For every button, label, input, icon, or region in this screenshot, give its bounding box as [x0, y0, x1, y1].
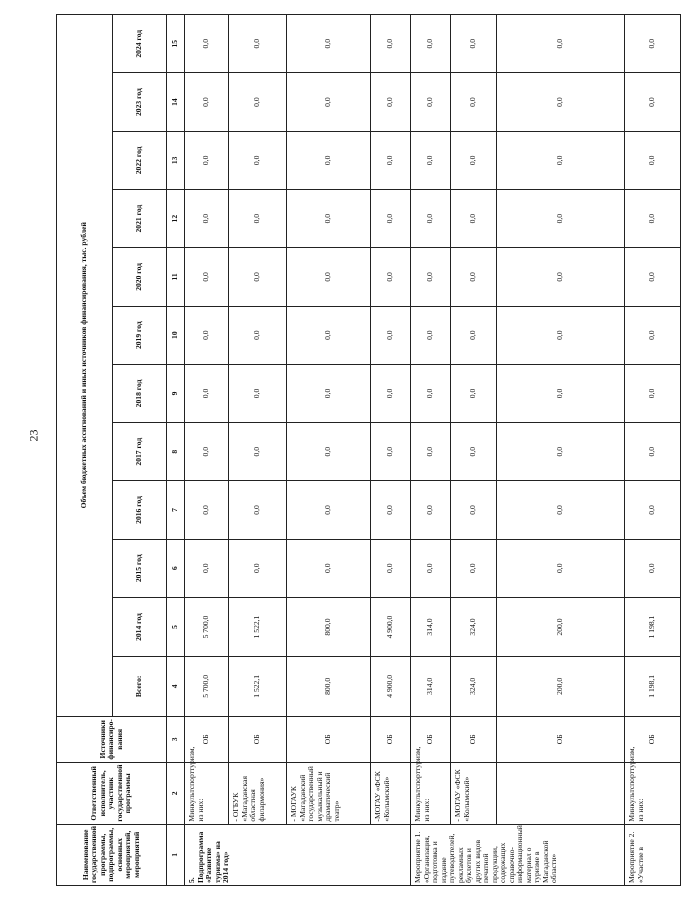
header-name: Наименование государственной программы, подпрограммы, основных мероприятий, мероприятий	[57, 824, 167, 885]
value-cell: 0,0	[625, 423, 681, 481]
value-cell: 0,0	[371, 73, 411, 131]
value-cell: 324,0	[451, 597, 497, 656]
value-cell: 800,0	[287, 657, 371, 716]
column-number: 7	[167, 481, 185, 539]
measure-name-cell: Мероприятие 2. «Участие в	[625, 824, 681, 885]
table-row	[625, 15, 681, 886]
value-cell: 0,0	[229, 15, 287, 73]
value-cell: 0,0	[497, 364, 625, 422]
value-cell: 200,0	[497, 597, 625, 656]
value-cell: 0,0	[497, 539, 625, 597]
value-cell: 0,0	[287, 73, 371, 131]
value-cell: 0,0	[185, 423, 229, 481]
value-cell: 0,0	[411, 131, 451, 189]
value-cell: 0,0	[451, 190, 497, 248]
value-cell: 0,0	[625, 131, 681, 189]
header-year: 2023 год	[113, 73, 167, 131]
value-cell: 0,0	[411, 306, 451, 364]
value-cell: 0,0	[451, 423, 497, 481]
table-row	[451, 15, 497, 886]
value-cell: 0,0	[287, 306, 371, 364]
measure-name-cell: Мероприятие 1. «Организация, подготовка и издание путеводителей, рекламных буклетов и других видов печатной продукции, содержащих справочно-информационный материал о туризме в Магаданской области»	[411, 824, 625, 885]
table-row	[371, 15, 411, 886]
column-number: 11	[167, 248, 185, 306]
value-cell: 0,0	[625, 539, 681, 597]
value-cell: 1 522,1	[229, 597, 287, 656]
value-cell: 1 198,1	[625, 597, 681, 656]
value-cell: 0,0	[411, 481, 451, 539]
value-cell: 0,0	[287, 131, 371, 189]
value-cell: 0,0	[229, 364, 287, 422]
value-cell: 0,0	[287, 423, 371, 481]
value-cell: 0,0	[497, 423, 625, 481]
value-cell: 0,0	[287, 539, 371, 597]
value-cell: 0,0	[287, 248, 371, 306]
header-year: 2020 год	[113, 248, 167, 306]
value-cell: 0,0	[411, 73, 451, 131]
source-cell: ОБ	[451, 716, 497, 763]
executor-cell: Минкультспорттуризм, из них:	[625, 763, 681, 824]
value-cell: 0,0	[371, 481, 411, 539]
value-cell: 0,0	[229, 73, 287, 131]
source-cell: ОБ	[497, 716, 625, 763]
value-cell: 0,0	[451, 248, 497, 306]
header-row-1	[57, 15, 113, 886]
header-year: 2024 год	[113, 15, 167, 73]
column-number: 9	[167, 364, 185, 422]
value-cell: 800,0	[287, 597, 371, 656]
source-cell: ОБ	[287, 716, 371, 763]
executor-cell: Минкультспорттуризм, из них:	[185, 763, 229, 824]
value-cell: 0,0	[497, 481, 625, 539]
value-cell: 4 900,0	[371, 657, 411, 716]
source-cell: ОБ	[185, 716, 229, 763]
value-cell: 4 900,0	[371, 597, 411, 656]
value-cell: 314,0	[411, 657, 451, 716]
value-cell: 0,0	[371, 131, 411, 189]
value-cell: 0,0	[287, 481, 371, 539]
executor-cell: Минкультспорттуризм, из них:	[411, 763, 451, 824]
value-cell: 0,0	[625, 481, 681, 539]
value-cell: 0,0	[451, 364, 497, 422]
value-cell: 0,0	[229, 539, 287, 597]
value-cell: 0,0	[185, 481, 229, 539]
value-cell: 0,0	[229, 248, 287, 306]
executor-cell: - ОГБУК «Магаданская областная филармония»	[229, 763, 287, 824]
value-cell: 0,0	[371, 423, 411, 481]
value-cell: 0,0	[625, 248, 681, 306]
source-cell: ОБ	[371, 716, 411, 763]
value-cell: 0,0	[411, 539, 451, 597]
source-cell: ОБ	[411, 716, 451, 763]
column-number: 10	[167, 306, 185, 364]
header-year: 2022 год	[113, 131, 167, 189]
value-cell: 0,0	[371, 15, 411, 73]
value-cell: 5 700,0	[185, 597, 229, 656]
value-cell: 0,0	[229, 306, 287, 364]
value-cell: 314,0	[411, 597, 451, 656]
value-cell: 0,0	[229, 190, 287, 248]
executor-cell: -МОГАУ «ФСК «Колымский»	[371, 763, 411, 824]
value-cell: 0,0	[451, 131, 497, 189]
table-row	[229, 15, 287, 886]
value-cell: 0,0	[371, 190, 411, 248]
value-cell: 0,0	[185, 190, 229, 248]
value-cell: 0,0	[625, 190, 681, 248]
header-year: 2019 год	[113, 306, 167, 364]
header-year: 2015 год	[113, 539, 167, 597]
column-number: 15	[167, 15, 185, 73]
value-cell: 200,0	[497, 657, 625, 716]
header-year: 2016 год	[113, 481, 167, 539]
column-number-row	[167, 15, 185, 886]
value-cell: 0,0	[451, 306, 497, 364]
value-cell: 324,0	[451, 657, 497, 716]
header-year: 2021 год	[113, 190, 167, 248]
value-cell: 0,0	[411, 423, 451, 481]
column-number: 12	[167, 190, 185, 248]
table-row	[185, 15, 229, 886]
value-cell: 0,0	[185, 364, 229, 422]
column-number: 14	[167, 73, 185, 131]
value-cell: 0,0	[371, 364, 411, 422]
value-cell: 0,0	[185, 131, 229, 189]
header-executor: Ответственный исполнитель, участник государственной программы	[57, 763, 167, 824]
value-cell: 0,0	[287, 190, 371, 248]
value-cell: 0,0	[185, 73, 229, 131]
column-number: 5	[167, 597, 185, 656]
value-cell: 0,0	[451, 539, 497, 597]
value-cell: 0,0	[497, 73, 625, 131]
executor-cell	[497, 763, 625, 824]
column-number: 8	[167, 423, 185, 481]
table-row	[411, 15, 451, 886]
column-number: 13	[167, 131, 185, 189]
value-cell: 0,0	[371, 248, 411, 306]
value-cell: 0,0	[625, 306, 681, 364]
value-cell: 0,0	[625, 73, 681, 131]
header-source: Источники финансиро-вания	[57, 716, 167, 763]
table-row	[497, 15, 625, 886]
value-cell: 0,0	[497, 306, 625, 364]
page-number: 23	[26, 429, 41, 442]
source-cell: ОБ	[625, 716, 681, 763]
header-year: 2014 год	[113, 597, 167, 656]
value-cell: 0,0	[287, 15, 371, 73]
header-group: Объем бюджетных ассигнований и иных источников финансирования, тыс. рублей	[57, 15, 113, 717]
header-year: 2017 год	[113, 423, 167, 481]
value-cell: 0,0	[411, 364, 451, 422]
financing-table	[56, 14, 681, 886]
value-cell: 0,0	[625, 364, 681, 422]
value-cell: 1 198,1	[625, 657, 681, 716]
value-cell: 0,0	[497, 15, 625, 73]
value-cell: 0,0	[229, 423, 287, 481]
header-total: Всего:	[113, 657, 167, 716]
value-cell: 5 700,0	[185, 657, 229, 716]
column-number: 3	[167, 716, 185, 763]
value-cell: 0,0	[497, 190, 625, 248]
column-number: 2	[167, 763, 185, 824]
value-cell: 0,0	[411, 248, 451, 306]
column-number: 6	[167, 539, 185, 597]
value-cell: 0,0	[185, 539, 229, 597]
value-cell: 0,0	[185, 15, 229, 73]
value-cell: 0,0	[229, 131, 287, 189]
source-cell: ОБ	[229, 716, 287, 763]
value-cell: 0,0	[451, 15, 497, 73]
executor-cell: - МОГАУ «ФСК «Колымский»	[451, 763, 497, 824]
table-row	[287, 15, 371, 886]
value-cell: 0,0	[185, 248, 229, 306]
value-cell: 0,0	[185, 306, 229, 364]
value-cell: 0,0	[451, 481, 497, 539]
value-cell: 0,0	[625, 15, 681, 73]
executor-cell: - МОГАУК «Магаданский государственный музыкальный и драматический театр»	[287, 763, 371, 824]
value-cell: 0,0	[411, 190, 451, 248]
column-number: 4	[167, 657, 185, 716]
value-cell: 0,0	[411, 15, 451, 73]
value-cell: 0,0	[451, 73, 497, 131]
column-number: 1	[167, 824, 185, 885]
value-cell: 0,0	[497, 131, 625, 189]
header-year: 2018 год	[113, 364, 167, 422]
value-cell: 1 522,1	[229, 657, 287, 716]
program-name-cell: 5. Подпрограмма «Развитие туризма» на 2014 год»	[185, 824, 411, 885]
value-cell: 0,0	[371, 539, 411, 597]
rotated-table-container	[56, 14, 657, 886]
value-cell: 0,0	[371, 306, 411, 364]
value-cell: 0,0	[287, 364, 371, 422]
value-cell: 0,0	[497, 248, 625, 306]
value-cell: 0,0	[229, 481, 287, 539]
